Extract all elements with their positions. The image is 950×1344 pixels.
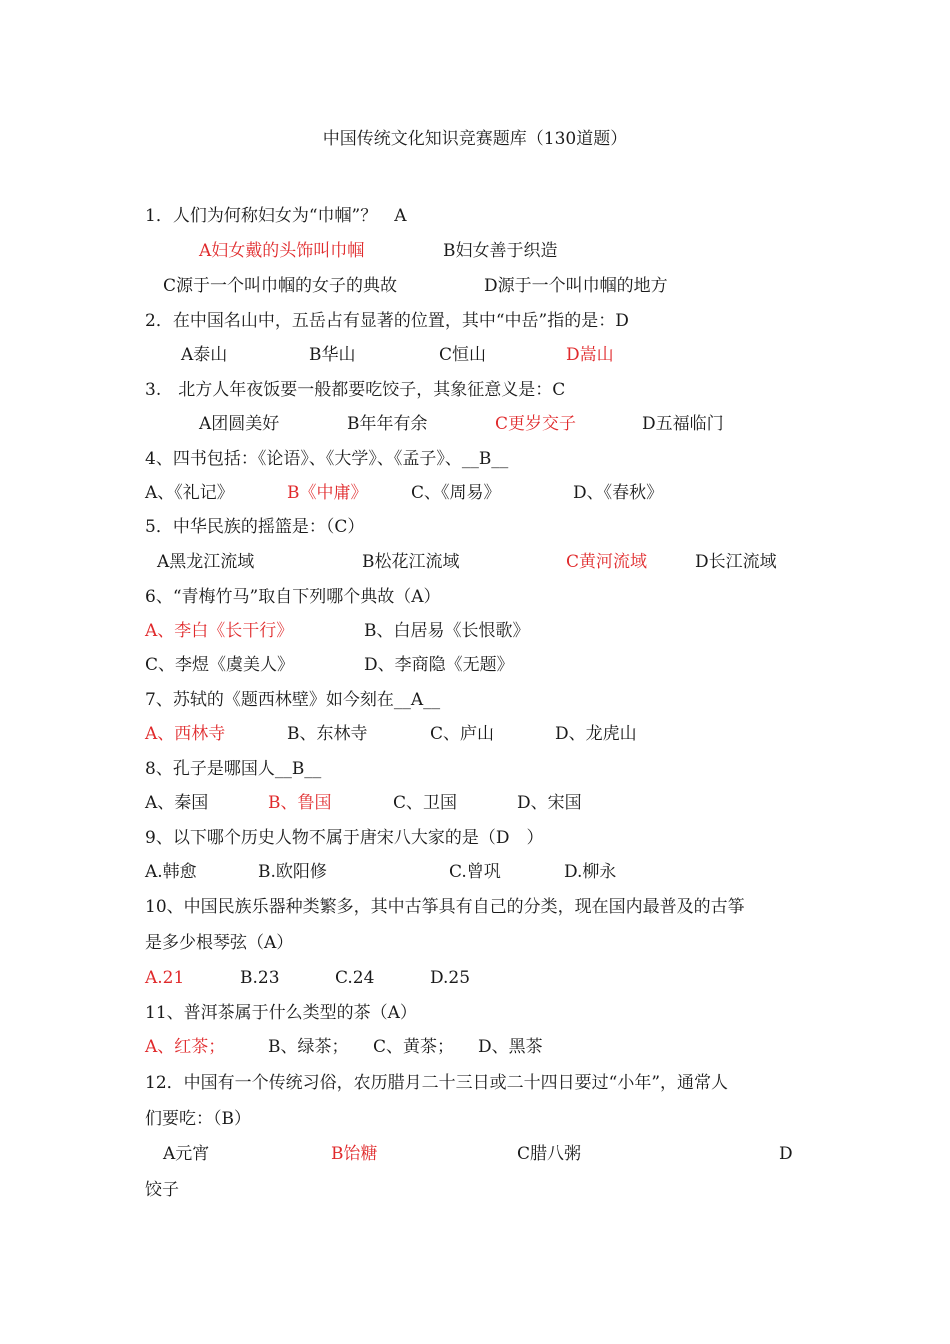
option-c: C恒山 xyxy=(439,345,487,365)
option-d: D.柳永 xyxy=(564,862,617,882)
option-a: A、李白《长干行》 xyxy=(145,621,294,641)
question-stem: 12．中国有一个传统习俗，农历腊月二十三日或二十四日要过“小年”，通常人 xyxy=(145,1073,729,1093)
option-c: C黄河流域 xyxy=(566,552,648,572)
question-stem: 5．中华民族的摇篮是：（C） xyxy=(145,517,365,537)
question-stem: 11、普洱茶属于什么类型的茶（A） xyxy=(145,1003,417,1023)
option-c: C、卫国 xyxy=(393,793,458,813)
option-c: C更岁交子 xyxy=(495,414,577,434)
option-d: D嵩山 xyxy=(566,345,614,365)
option-b: B、白居易《长恨歌》 xyxy=(364,621,530,641)
question-stem: 8、孔子是哪国人__B__ xyxy=(145,759,322,779)
option-a: A、红茶； xyxy=(145,1037,226,1057)
option-d: D xyxy=(779,1144,793,1164)
question-stem-continued: 是多少根琴弦（A） xyxy=(145,933,294,953)
option-a: A泰山 xyxy=(181,345,228,365)
question-stem-continued: 们要吃：（B） xyxy=(145,1109,251,1129)
option-a: A黑龙江流域 xyxy=(157,552,255,572)
option-b: B《中庸》 xyxy=(287,483,368,503)
question-stem: 10、中国民族乐器种类繁多，其中古筝具有自己的分类，现在国内最普及的古筝 xyxy=(145,897,745,917)
option-a: A元宵 xyxy=(163,1144,210,1164)
option-b: B妇女善于织造 xyxy=(443,241,558,261)
option-d: D、李商隐《无题》 xyxy=(364,655,514,675)
option-a: A、秦国 xyxy=(145,793,209,813)
option-b: B、鲁国 xyxy=(268,793,332,813)
option-d: D、龙虎山 xyxy=(555,724,637,744)
option-c: C腊八粥 xyxy=(517,1144,582,1164)
question-stem: 4、四书包括：《论语》、《大学》、《孟子》、__B__ xyxy=(145,449,509,469)
option-d: D.25 xyxy=(430,968,471,988)
option-d: D长江流域 xyxy=(695,552,777,572)
option-b: B.欧阳修 xyxy=(258,862,327,882)
option-a: A妇女戴的头饰叫巾帼 xyxy=(199,241,365,261)
option-d: D源于一个叫巾帼的地方 xyxy=(484,276,668,296)
document-title: 中国传统文化知识竞赛题库（130道题） xyxy=(322,129,628,149)
option-c: C.24 xyxy=(335,968,375,988)
option-c: C源于一个叫巾帼的女子的典故 xyxy=(163,276,398,296)
option-b: B.23 xyxy=(240,968,280,988)
question-stem: 7、苏轼的《题西林壁》如今刻在__A__ xyxy=(145,690,441,710)
question-stem: 1．人们为何称妇女为“巾帼”？ A xyxy=(145,206,407,226)
option-d: D、宋国 xyxy=(517,793,582,813)
option-a: A.韩愈 xyxy=(145,862,197,882)
option-c: C.曾巩 xyxy=(449,862,501,882)
question-stem: 3. 北方人年夜饭要一般都要吃饺子，其象征意义是：C xyxy=(145,380,566,400)
option-d-continued: 饺子 xyxy=(145,1180,179,1200)
option-d: D五福临门 xyxy=(642,414,724,434)
option-b: B松花江流域 xyxy=(362,552,460,572)
option-b: B年年有余 xyxy=(347,414,428,434)
option-d: D、黑茶 xyxy=(478,1037,543,1057)
option-a: A.21 xyxy=(145,968,185,988)
option-a: A、西林寺 xyxy=(145,724,226,744)
option-b: B华山 xyxy=(309,345,356,365)
option-b: B、东林寺 xyxy=(287,724,368,744)
option-a: A、《礼记》 xyxy=(145,483,234,503)
option-b: B饴糖 xyxy=(331,1144,378,1164)
option-c: C、庐山 xyxy=(430,724,495,744)
question-stem: 2．在中国名山中，五岳占有显著的位置，其中“中岳”指的是：D xyxy=(145,311,629,331)
option-c: C、李煜《虞美人》 xyxy=(145,655,295,675)
question-stem: 6、“青梅竹马”取自下列哪个典故（A） xyxy=(145,587,441,607)
option-b: B、绿茶； xyxy=(268,1037,349,1057)
option-c: C、黄茶； xyxy=(373,1037,455,1057)
option-a: A团圆美好 xyxy=(199,414,280,434)
option-d: D、《春秋》 xyxy=(573,483,664,503)
question-stem: 9、以下哪个历史人物不属于唐宋八大家的是（D ） xyxy=(145,828,544,848)
option-c: C、《周易》 xyxy=(411,483,501,503)
